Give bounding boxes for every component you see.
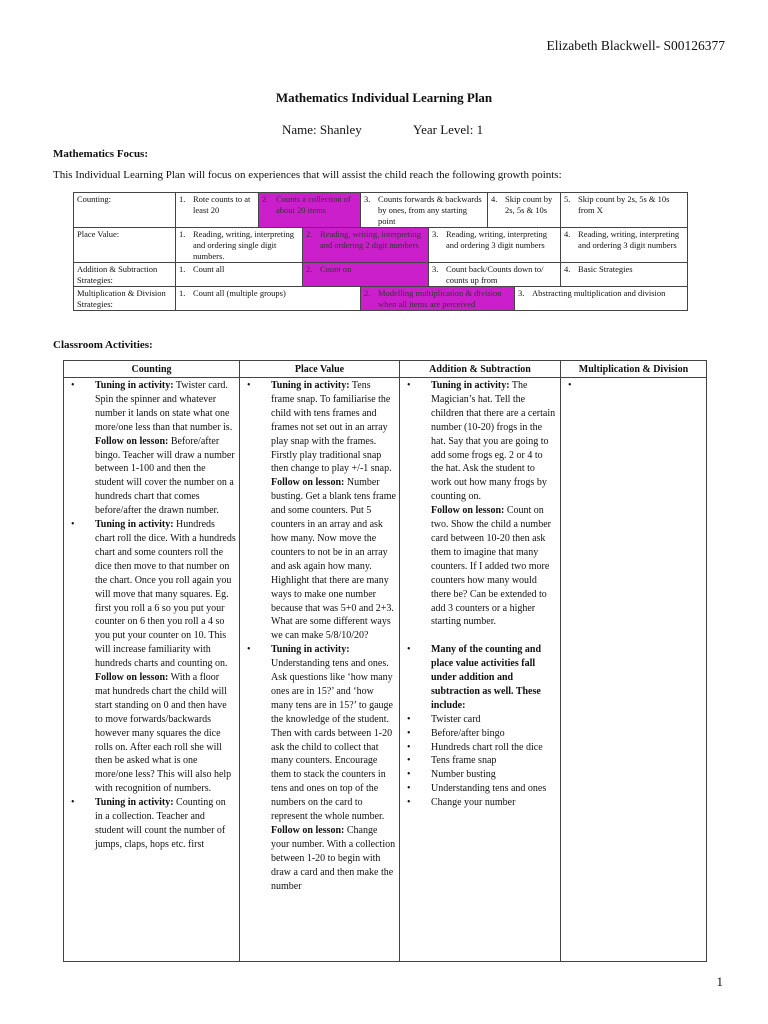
growth-cell: 1. Count all (176, 263, 303, 287)
column-header-counting: Counting (64, 361, 240, 378)
list-item: • Change your number (403, 796, 557, 810)
list-item: • Tuning in activity: The Magician’s hat. Tell the children that there are a certain number (10-20) frogs in the hat. Say that you are going to add some frogs eg. 2 or 4 to the hat. Ask the student to work out how many frogs by counting on. Follow on lesson: Count on two. Show the child a number card between 10-20 then ask them to imagine that many counters. If I added two more counters how many would there be? Can be extended to add 3 counters or a higher starting number. (403, 379, 557, 643)
author-header: Elizabeth Blackwell- S00126377 (546, 38, 725, 53)
focus-heading: Mathematics Focus: (53, 148, 149, 160)
student-year: Year Level: 1 (413, 122, 484, 137)
growth-cell: 3. Abstracting multiplication and division (515, 287, 688, 311)
list-item: • Twister card (403, 713, 557, 727)
list-item: • Number busting (403, 768, 557, 782)
student-name: Name: Shanley (282, 122, 362, 137)
growth-cell: 5. Skip count by 2s, 5s & 10s from X (561, 193, 688, 228)
document-title: Mathematics Individual Learning Plan (275, 90, 493, 105)
list-item: • Hundreds chart roll the dice (403, 741, 557, 755)
counting-cell (64, 378, 240, 962)
growth-cell: 3. Reading, writing, interpreting and ordering 3 digit numbers (429, 228, 561, 263)
list-item: • Tuning in activity: Understanding tens and ones. Ask questions like ‘how many ones are in 15?’ and ‘how many tens are in 15?’ to gauge the knowledge of the student. Then with cards between 1-20 ask the child to collect that many counters. Encourage them to stack the counters in tens and ones on top of the numbers on the card to represent the whole number. Follow on lesson: Change your number. With a collection between 1-20 to begin with draw a card and then make the number (243, 643, 396, 893)
growth-cell: 1. Count all (multiple groups) (176, 287, 361, 311)
list-item: • Tuning in activity: Twister card. Spin the spinner and whatever number it lands on state what one more/one less than that number is. Follow on lesson: Before/after bingo. Teacher will draw a number between 1-100 and then the student will cover the number on a hundreds chart that comes before/after the drawn number. (67, 379, 236, 518)
addition-cell (400, 378, 561, 962)
activities-table (63, 360, 707, 962)
growth-cell: 1. Reading, writing, interpreting and ordering single digit numbers. (176, 228, 303, 263)
growth-cell: 3. Counts forwards & backwards by ones, from any starting point (361, 193, 488, 228)
growth-cell: 4. Skip count by 2s, 5s & 10s (488, 193, 561, 228)
column-header-addition: Addition & Subtraction (400, 361, 561, 378)
list-item: • Tuning in activity: Hundreds chart roll the dice. With a hundreds chart and some counters roll the dice then move to that number on the chart. Once you roll again you will move that many squares. Eg. first you roll a 6 so you put your counter on 6 then you roll a 4 so you put your counter on 10. This will increase familiarity with hundreds charts and counting on. Follow on lesson: With a floor mat hundreds chart the child will start standing on 0 and then have to move forwards/backwards however many squares the dice rolls on. After each roll she will then be asked what is one more/one less? This will also help with recognition of numbers. (67, 518, 236, 796)
growth-cell: 4. Reading, writing, interpreting and ordering 3 digit numbers (561, 228, 688, 263)
growth-cell: 4. Basic Strategies (561, 263, 688, 287)
growth-cell-highlighted: 2. Counts a collection of about 20 items (259, 193, 361, 228)
row-label: Counting: (74, 193, 176, 228)
list-item: • Tens frame snap (403, 754, 557, 768)
row-label: Place Value: (74, 228, 176, 263)
growth-cell: 1. Rote counts to at least 20 (176, 193, 259, 228)
list-item: • Before/after bingo (403, 727, 557, 741)
column-header-place-value: Place Value (240, 361, 400, 378)
growth-row-counting (74, 193, 688, 228)
page-number: 1 (716, 974, 723, 989)
activities-body-row (64, 378, 707, 962)
multiplication-cell (561, 378, 707, 962)
empty-list-item (564, 379, 703, 393)
activities-heading: Classroom Activities: (53, 339, 153, 351)
growth-cell: 3. Count back/Counts down to/ counts up from (429, 263, 561, 287)
growth-row-multiplication (74, 287, 688, 311)
list-item: • Tuning in activity: Counting on in a collection. Teacher and student will count the number of jumps, claps, hops etc. first (67, 796, 236, 852)
growth-row-addition (74, 263, 688, 287)
row-label: Addition & Subtraction Strategies: (74, 263, 176, 287)
growth-row-place-value (74, 228, 688, 263)
row-label: Multiplication & Division Strategies: (74, 287, 176, 311)
growth-points-table (73, 192, 688, 311)
list-item: • Tuning in activity: Tens frame snap. To familiarise the child with tens frames and frames not set out in an array play snap with the frames. Firstly play traditional snap then change to play +/-1 snap. Follow on lesson: Number busting. Get a blank tens frame and some counters. Put 5 counters in an array and ask how many. Now move the counters to not be in an array and ask again how many. Highlight that there are many ways to make one number because that was 5+0 and 2+3. What are some different ways we can make 5/8/10/20? (243, 379, 396, 643)
growth-cell-highlighted: 2. Modelling multiplication & division when all items are perceived (361, 287, 515, 311)
column-header-multiplication: Multiplication & Division (561, 361, 707, 378)
growth-cell-highlighted: 2. Reading, writing, interpreting and ordering 2 digit numbers (303, 228, 429, 263)
growth-cell-highlighted: 2. Count on (303, 263, 429, 287)
activities-header-row (64, 361, 707, 378)
list-item: • Understanding tens and ones (403, 782, 557, 796)
intro-paragraph: This Individual Learning Plan will focus on experiences that will assist the child reach the following growth points: (53, 169, 562, 181)
student-line (282, 122, 483, 138)
list-item: • Many of the counting and place value activities fall under addition and subtraction as well. These include: (403, 643, 557, 713)
place-value-cell (240, 378, 400, 962)
